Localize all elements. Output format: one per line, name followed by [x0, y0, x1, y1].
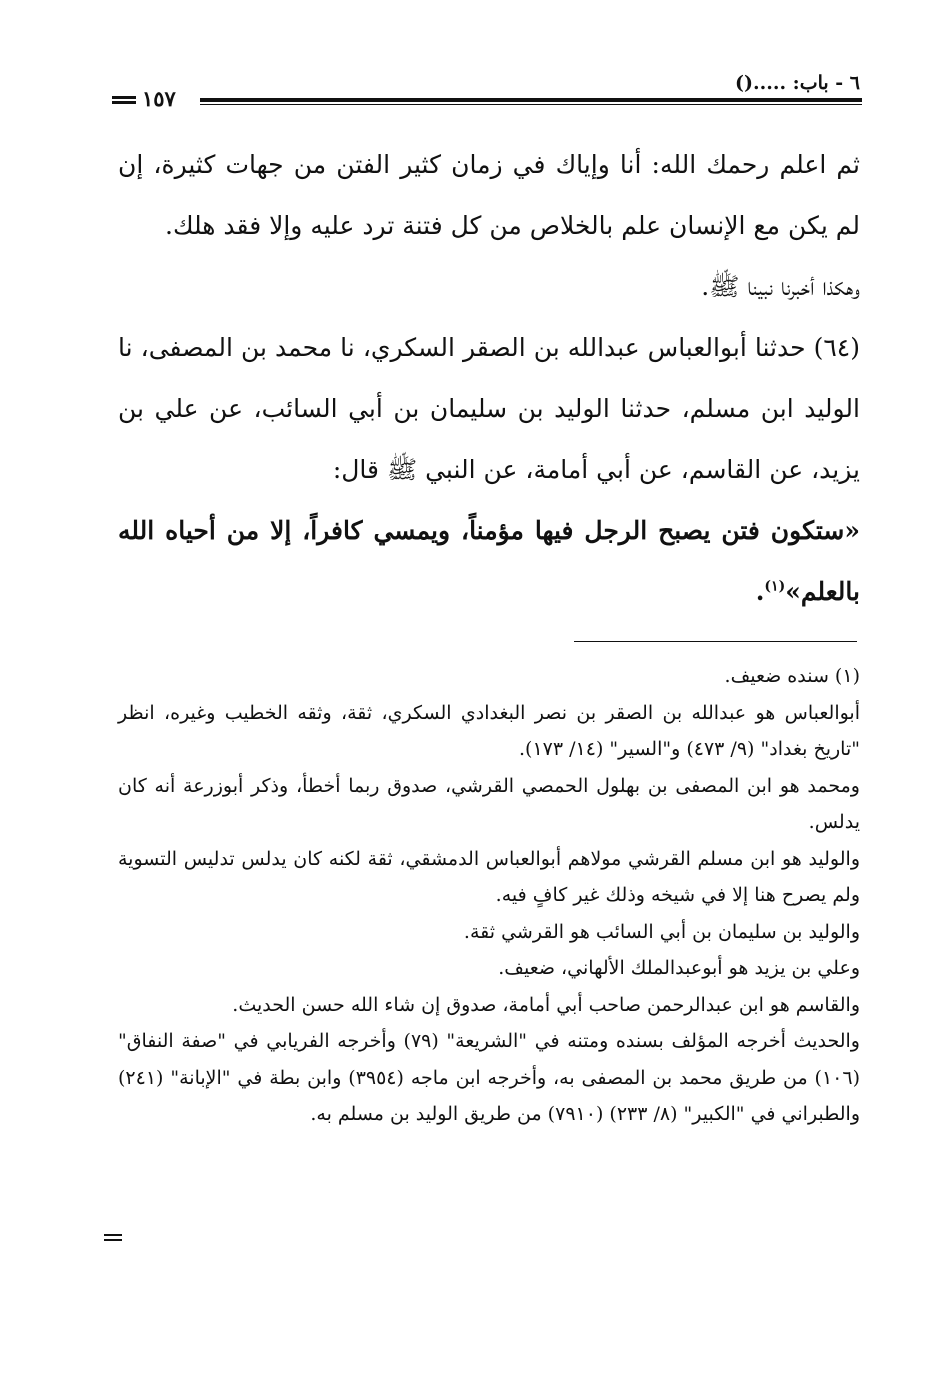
hadith-quote	[118, 500, 860, 622]
footnote-narrator-qasim: والقاسم هو ابن عبدالرحمن صاحب أبي أمامة، صدوق إن شاء الله حسن الحديث.	[232, 993, 860, 1016]
footnote-takhrij: والحديث أخرجه المؤلف بسنده ومتنه في "الشريعة" (٧٩) وأخرجه الفريابي في "صفة النفاق" (١٠٦) من طريق محمد بن المصفى به، وأخرجه ابن ماجه (٣٩٥٤) وابن بطة في "الإبانة" (٢٤١) والطبراني في "الكبير" (٨/ ٢٣٣) (٧٩١٠) من طريق الوليد بن مسلم به.	[118, 1030, 860, 1125]
continuation-mark	[104, 1234, 122, 1241]
footnote-reference[interactable]: (١)	[764, 578, 786, 595]
footnote-narrator-muhammad: ومحمد هو ابن المصفى بن بهلول الحمصي القرشي، صدوق ربما أخطأ، وذكر أبوزرعة أنه كان يدلس.	[118, 774, 860, 833]
footnote-narrator-walid-sulaiman: والوليد بن سليمان بن أبي السائب هو القرشي ثقة.	[463, 920, 860, 943]
footnote-1: (١) سنده ضعيف.	[724, 665, 860, 687]
hadith-chain-paragraph: (٦٤) حدثنا أبوالعباس عبدالله بن الصقر السكري، نا محمد بن المصفى، نا الوليد ابن مسلم، حدثنا الوليد بن سليمان بن أبي السائب، عن علي بن يزيد، عن القاسم، عن أبي أمامة، عن النبي ﷺ قال:	[118, 333, 860, 484]
hadith-end-punctuation: .	[755, 577, 765, 606]
prophet-statement-paragraph: وهكذا أخبرنا نبينا ﷺ.	[701, 272, 860, 301]
footnote-narrator-abulabbas: أبوالعباس هو عبدالله بن الصقر بن نصر البغدادي السكري، ثقة، وثقه الخطيب وغيره، انظر "تاريخ بغداد" (٩/ ٤٧٣) و"السير" (١٤/ ١٧٣).	[118, 701, 860, 760]
header-rule	[200, 98, 862, 105]
intro-paragraph: ثم اعلم رحمك الله: أنا وإياك في زمان كثير الفتن من جهات كثيرة، إن لم يكن مع الإنسان علم بالخلاص من كل فتنة ترد عليه وإلا فقد هلك.	[118, 150, 860, 240]
footnote-divider	[574, 641, 857, 642]
main-text	[118, 134, 860, 622]
page-number: ١٥٧	[142, 86, 176, 111]
chapter-title: ٦ - باب: .....()	[735, 72, 860, 94]
footnote-narrator-ali: وعلي بن يزيد هو أبوعبدالملك الألهاني، ضعيف.	[498, 957, 860, 979]
footnotes	[118, 658, 860, 1133]
hadith-text: «ستكون فتن يصبح الرجل فيها مؤمناً، ويمسي كافراً، إلا من أحياه الله بالعلم»	[118, 516, 860, 606]
footnote-narrator-walid-muslim: والوليد هو ابن مسلم القرشي مولاهم أبوالعباس الدمشقي، ثقة لكنه كان يدلس تدليس التسوية ولم يصرح هنا إلا في شيخه وذلك غير كافٍ فيه.	[118, 847, 860, 906]
page-mark-decoration	[112, 96, 136, 104]
page-header	[112, 70, 862, 110]
